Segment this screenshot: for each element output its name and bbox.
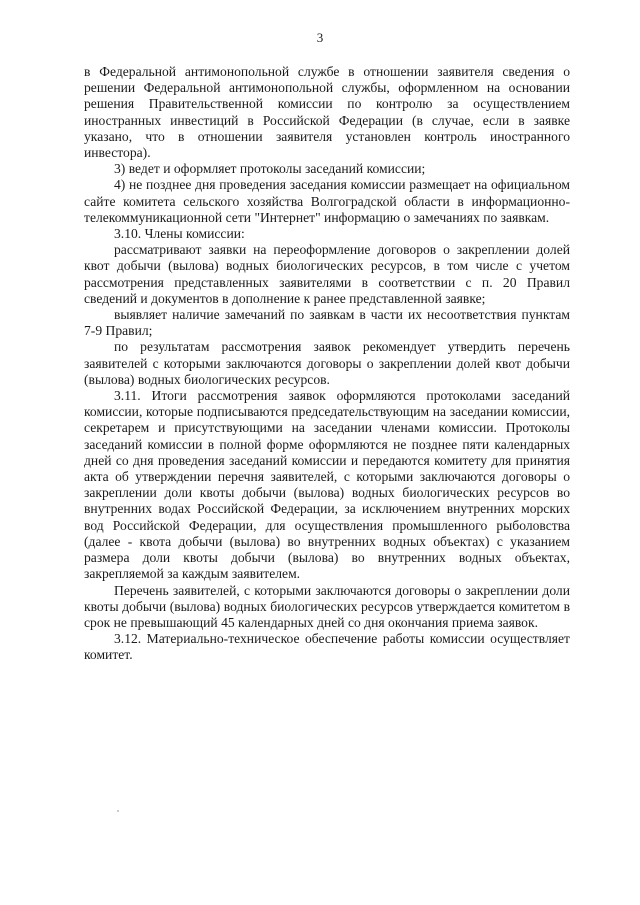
paragraph-members-review: рассматривают заявки на переоформление договоров о закреплении долей квот добычи (вылова) водных биологических ресурсов, в том числе с учетом рассмотрения представленных заявителями в соответствии с п. 20 Правил сведений и документов в дополнение к ранее представленной заявке; bbox=[84, 242, 570, 306]
paragraph-fas-info: в Федеральной антимонопольной службе в отношении заявителя сведения о решении Федеральной антимонопольной службы, оформленном на основании решения Правительственной комиссии по контролю за осуществлением иностранных инвестиций в Российской Федерации (в случае, если в заявке указано, что в отношении заявителя установлен контроль иностранного инвестора). bbox=[84, 64, 570, 161]
page-number: 3 bbox=[316, 30, 324, 45]
paragraph-3-11-results: 3.11. Итоги рассмотрения заявок оформляются протоколами заседаний комиссии, которые подписываются председательствующим на заседании комиссии, секретарем и присутствующими на заседании членами комиссии. Протоколы заседаний комиссии в полной форме оформляются не позднее пяти календарных дней со дня проведения заседаний комиссии и передаются комитету для принятия акта об утверждении перечня заявителей, с которыми заключаются договоры о закреплении доли квоты добычи (вылова) водных биологических ресурсов во внутренних водах Российской Федерации, за исключением внутренних морских вод Российской Федерации, для осуществления промышленного рыболовства (далее - квота добычи (вылова) во внутренних водных объектах) с указанием размера доли квоты добычи (вылова) во внутренних водных объектах, закрепляемой за каждым заявителем. bbox=[84, 388, 570, 582]
paragraph-members-recommend: по результатам рассмотрения заявок рекомендует утвердить перечень заявителей с которыми заключаются договоры о закреплении долей квот добычи (вылова) водных биологических ресурсов. bbox=[84, 339, 570, 387]
paragraph-applicants-list: Перечень заявителей, с которыми заключаются договоры о закреплении доли квоты добычи (вылова) водных биологических ресурсов утверждается комитетом в срок не превышающий 45 календарных дней со дня окончания приема заявок. bbox=[84, 582, 570, 630]
paragraph-item-3-protocols: 3) ведет и оформляет протоколы заседаний комиссии; bbox=[114, 161, 426, 177]
paragraph-item-4-publication: 4) не позднее дня проведения заседания комиссии размещает на официальном сайте комитета сельского хозяйства Волгоградской области в информационно-телекоммуникационной сети "Интернет" информацию о замечаниях по заявкам. bbox=[84, 177, 570, 225]
document-body bbox=[84, 64, 570, 664]
scan-speck bbox=[117, 810, 119, 812]
paragraph-3-12-support: 3.12. Материально-техническое обеспечение работы комиссии осуществляет комитет. bbox=[84, 631, 570, 663]
paragraph-3-10-heading: 3.10. Члены комиссии: bbox=[114, 226, 245, 242]
paragraph-members-remarks: выявляет наличие замечаний по заявкам в части их несоответствия пунктам 7-9 Правил; bbox=[84, 307, 570, 339]
